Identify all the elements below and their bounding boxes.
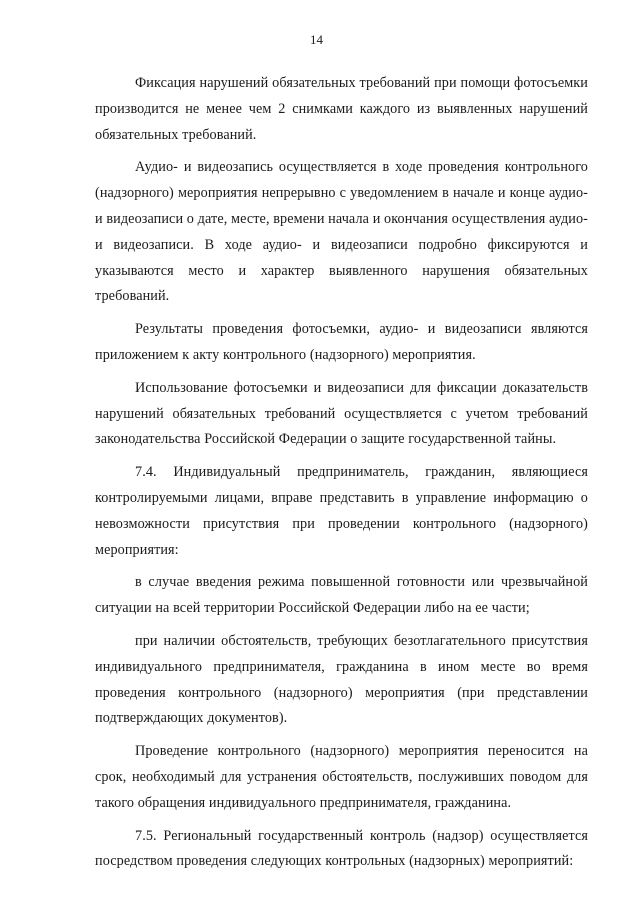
- paragraph-emergency-case: в случае введения режима повышенной готовности или чрезвычайной ситуации на всей территории Российской Федерации либо на ее части;: [95, 574, 588, 617]
- paragraph-state-secret: Использование фотосъемки и видеозаписи для фиксации доказательств нарушений обязательных требований осуществляется с учетом требований законодательства Российской Федерации о защите государственной тайны.: [95, 379, 588, 448]
- document-body: [95, 71, 588, 882]
- paragraph-urgent-presence: при наличии обстоятельств, требующих безотлагательного присутствия индивидуального предпринимателя, гражданина в ином месте во время проведения контрольного (надзорного) мероприятия (при представлении подтверждающих документов).: [95, 632, 588, 727]
- paragraph-photo-fixation: Фиксация нарушений обязательных требований при помощи фотосъемки производится не менее чем 2 снимками каждого из выявленных нарушений обязательных требований.: [95, 75, 588, 143]
- paragraph-audio-video-recording: Аудио- и видеозапись осуществляется в ходе проведения контрольного (надзорного) мероприятия непрерывно с уведомлением в начале и конце аудио- и видеозаписи о дате, месте, времени начала и окончания осуществления аудио- и видеозаписи. В ходе аудио- и видеозаписи подробно фиксируются и указываются место и характер выявленного нарушения обязательных требований.: [95, 159, 588, 305]
- paragraph-section-7-4: 7.4. Индивидуальный предприниматель, гражданин, являющиеся контролируемыми лицами, вправе представить в управление информацию о невозможности присутствия при проведении контрольного (надзорного) мероприятия:: [95, 464, 588, 558]
- page-number: 14: [310, 32, 323, 47]
- paragraph-section-7-5: 7.5. Региональный государственный контроль (надзор) осуществляется посредством проведения следующих контрольных (надзорных) мероприятий:: [95, 827, 588, 870]
- paragraph-postponement: Проведение контрольного (надзорного) мероприятия переносится на срок, необходимый для устранения обстоятельств, послуживших поводом для такого обращения индивидуального предпринимателя, гражданина.: [95, 743, 588, 811]
- paragraph-recording-results: Результаты проведения фотосъемки, аудио- и видеозаписи являются приложением к акту контрольного (надзорного) мероприятия.: [95, 321, 588, 363]
